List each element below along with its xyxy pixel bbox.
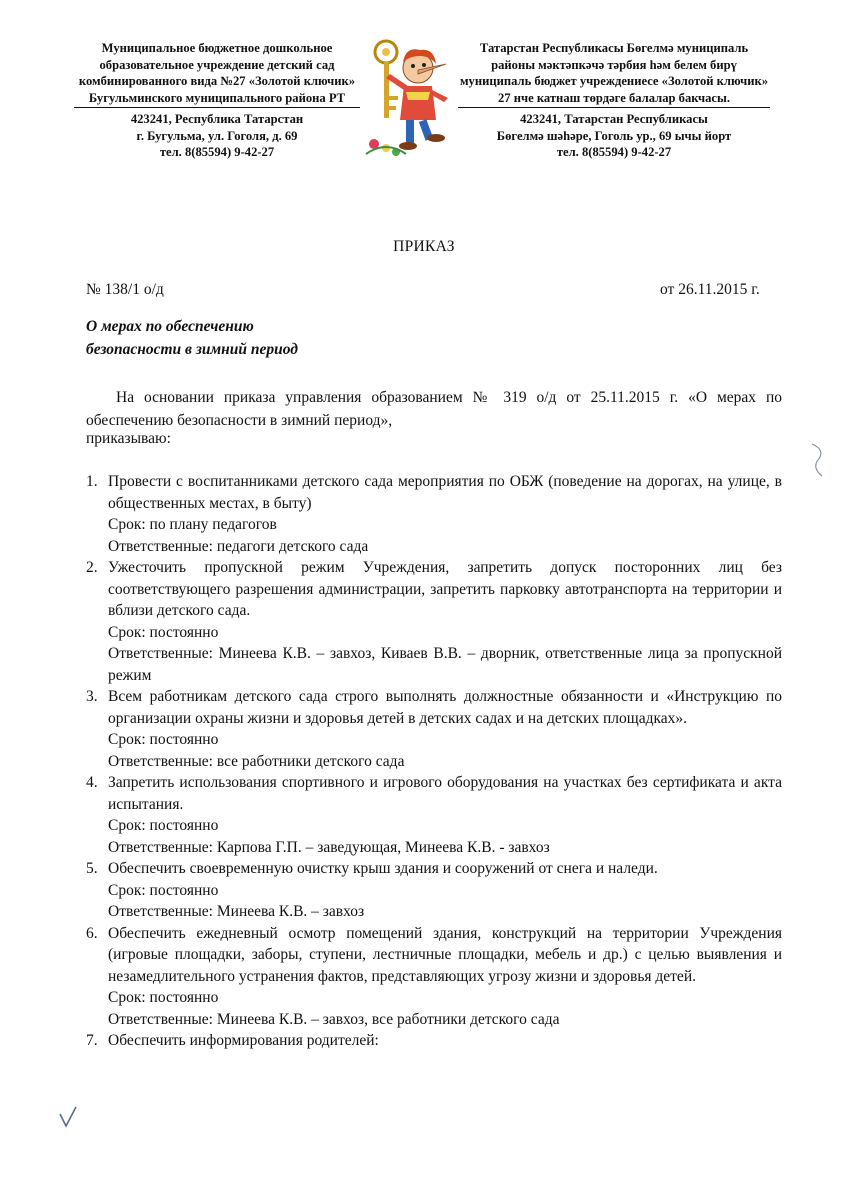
item-number: 3. — [86, 688, 98, 705]
phone-ru: тел. 8(85594) 9-42-27 — [159, 145, 275, 159]
golden-key-mascot-logo — [356, 34, 458, 158]
address-tt-line2: Бөгелмә шәһәре, Гоголь ур., 69 ычы йорт — [496, 128, 732, 143]
list-item — [86, 772, 782, 858]
item-number: 4. — [86, 774, 98, 791]
item-text: Ужесточить пропускной режим Учреждения, запретить допуск посторонних лиц без соответствующего разрешения администрации, запретить парковку автотранспорта на территории и вблизи детского сада. — [108, 559, 782, 619]
address-ru-line2: г. Бугульма, ул. Гоголя, д. 69 — [136, 128, 298, 143]
item-responsible: Ответственные: Минеева К.В. – завхоз, все работники детского сада — [108, 1010, 560, 1028]
item-responsible: Ответственные: Минеева К.В. – завхоз — [108, 903, 365, 920]
item-number: 7. — [86, 1032, 98, 1049]
handwritten-check-mark — [58, 1106, 78, 1128]
handwritten-pen-mark — [808, 440, 830, 480]
order-date: от 26.11.2015 г. — [660, 281, 760, 298]
item-number: 2. — [86, 559, 98, 576]
org-name-ru: Муниципальное бюджетное дошкольное образовательное учреждение детский сад комбинированного вида №27 «Золотой ключик» Бугульминского муниципального района РТ — [78, 41, 356, 105]
item-deadline: Срок: постоянно — [108, 881, 219, 899]
item-deadline: Срок: постоянно — [108, 623, 219, 641]
order-number: № 138/1 о/д — [86, 281, 164, 298]
list-item — [86, 686, 782, 772]
address-ru-line1: 423241, Республика Татарстан — [130, 112, 304, 126]
item-text: Обеспечить своевременную очистку крыш здания и сооружений от снега и наледи. — [108, 860, 658, 877]
list-item — [86, 858, 782, 923]
item-number: 1. — [86, 473, 98, 490]
list-item — [86, 1030, 782, 1052]
header-right-org — [458, 40, 770, 161]
item-number: 6. — [86, 924, 98, 942]
header-rule-left — [74, 107, 360, 108]
item-number: 5. — [86, 860, 98, 877]
item-deadline: Срок: постоянно — [108, 817, 219, 834]
org-name-tt: Татарстан Республикасы Бөгелмә муниципаль районы мәктәпкәчә тәрбия һәм белем бирү муниципаль бюджет учреждениесе «Золотой ключик» 27 нче катнаш төрдәге балалар бакчасы. — [459, 41, 769, 105]
subject-line-1: О мерах по обеспечению — [86, 318, 254, 335]
header-left-org — [74, 40, 360, 161]
item-deadline: Срок: постоянно — [108, 989, 219, 1006]
item-text: Всем работникам детского сада строго выполнять должностные обязанности и «Инструкцию по организации охраны жизни и здоровья детей в детских садах и на детских площадках». — [108, 688, 782, 727]
item-responsible: Ответственные: Минеева К.В. – завхоз, Киваев В.В. – дворник, ответственные лица за пропускной режим — [108, 645, 782, 684]
order-items-list — [86, 471, 782, 1052]
item-text: Обеспечить ежедневный осмотр помещений здания, конструкций на территории Учреждения (игровые площадки, заборы, ступени, лестничные площадки, мебель и др.) с целью выявления и незамедлительного устранения фактов, представляющих угрозу жизни и здоровья детей. — [108, 924, 782, 985]
item-deadline: Срок: по плану педагогов — [108, 516, 277, 533]
list-item — [86, 557, 782, 686]
item-text: Запретить использования спортивного и игрового оборудования на участках без сертификата и акта испытания. — [108, 774, 782, 813]
address-tt-line1: 423241, Татарстан Республикасы — [520, 112, 708, 126]
list-item — [86, 923, 782, 1031]
item-responsible: Ответственные: Карпова Г.П. – заведующая, Минеева К.В. - завхоз — [108, 838, 550, 856]
item-text: Обеспечить информирования родителей: — [108, 1032, 379, 1049]
phone-tt: тел. 8(85594) 9-42-27 — [556, 145, 672, 159]
document-title: ПРИКАЗ — [393, 238, 455, 255]
order-subject — [86, 315, 386, 361]
item-deadline: Срок: постоянно — [108, 731, 219, 748]
item-responsible: Ответственные: все работники детского сада — [108, 752, 405, 770]
item-responsible: Ответственные: педагоги детского сада — [108, 537, 369, 555]
order-basis: На основании приказа управления образованием № 319 о/д от 25.11.2015 г. «О мерах по обеспечению безопасности в зимний период», — [86, 389, 782, 429]
header-rule-right — [458, 107, 770, 108]
item-text: Провести с воспитанниками детского сада мероприятия по ОБЖ (поведение на дорогах, на улице, в общественных местах, в быту) — [108, 473, 782, 512]
order-word: приказываю: — [86, 430, 171, 447]
list-item — [86, 471, 782, 557]
subject-line-2: безопасности в зимний период — [86, 341, 298, 358]
